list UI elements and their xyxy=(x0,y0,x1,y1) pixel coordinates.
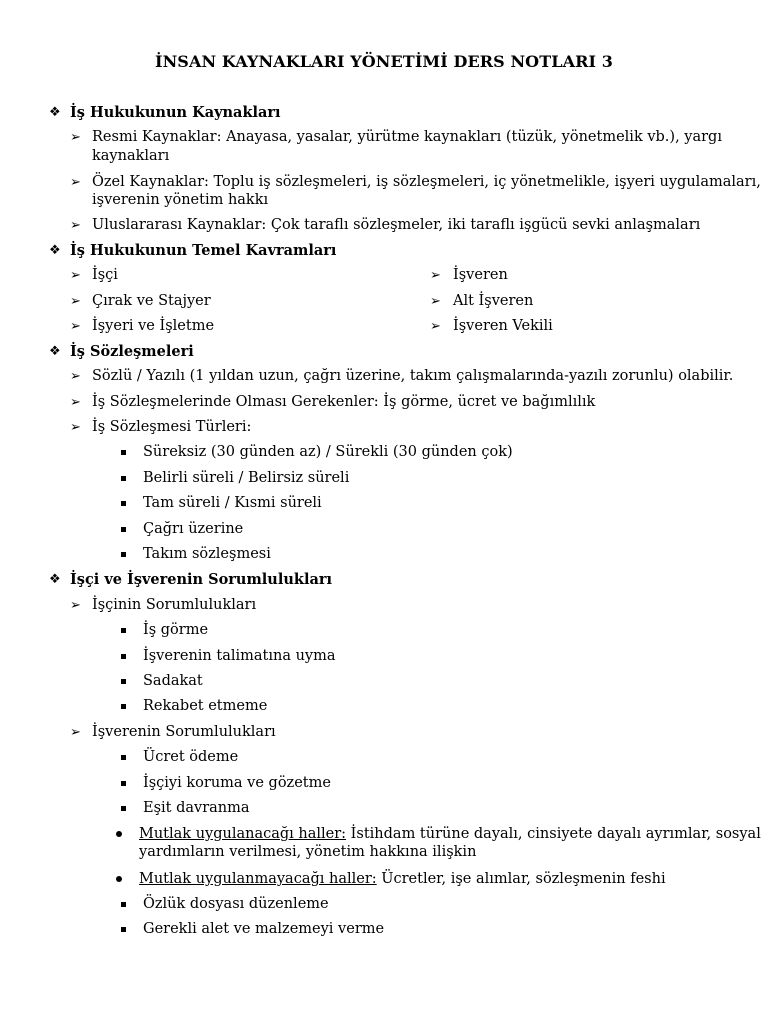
equal-treatment-rule xyxy=(139,825,761,844)
contract-type-item: Belirli süreli / Belirsiz süreli xyxy=(143,470,350,486)
contract-type-item: Takım sözleşmesi xyxy=(143,546,271,562)
list-item-text: Uluslararası Kaynaklar: Çok taraflı sözleşmeler, iki taraflı işgücü sevki anlaşmaları xyxy=(92,217,701,233)
arrow-bullet-icon: ➢ xyxy=(430,319,441,334)
concept-item: İşveren Vekili xyxy=(453,318,553,334)
arrow-bullet-icon: ➢ xyxy=(70,130,81,145)
arrow-bullet-icon: ➢ xyxy=(70,395,81,410)
square-bullet-icon xyxy=(121,545,126,564)
subheading-employer: İşverenin Sorumlulukları xyxy=(92,724,276,740)
square-bullet-icon xyxy=(121,469,126,488)
concept-item: İşçi xyxy=(92,267,118,283)
concept-item: İşyeri ve İşletme xyxy=(92,318,215,334)
square-bullet-icon xyxy=(121,920,126,939)
arrow-bullet-icon: ➢ xyxy=(70,294,81,309)
concept-item: Çırak ve Stajyer xyxy=(92,293,211,309)
square-bullet-icon xyxy=(121,621,126,640)
page-title: İNSAN KAYNAKLARI YÖNETİMİ DERS NOTLARI 3 xyxy=(155,52,613,71)
concept-item: İşveren xyxy=(453,267,508,283)
square-bullet-icon xyxy=(121,494,126,513)
diamond-bullet-icon: ❖ xyxy=(49,243,61,258)
square-bullet-icon xyxy=(121,520,126,539)
diamond-bullet-icon: ❖ xyxy=(49,344,61,359)
arrow-bullet-icon: ➢ xyxy=(430,294,441,309)
arrow-bullet-icon: ➢ xyxy=(70,319,81,334)
section-heading-sources: İş Hukukunun Kaynakları xyxy=(70,104,281,121)
diamond-bullet-icon: ❖ xyxy=(49,572,61,587)
arrow-bullet-icon: ➢ xyxy=(70,369,81,384)
square-bullet-icon xyxy=(121,774,126,793)
contract-type-item: Süreksiz (30 günden az) / Sürekli (30 günden çok) xyxy=(143,444,513,460)
square-bullet-icon xyxy=(121,895,126,914)
worker-duty-item: İş görme xyxy=(143,622,209,638)
list-item-text: İş Sözleşmelerinde Olması Gerekenler: İş görme, ücret ve bağımlılık xyxy=(92,394,596,410)
concept-item: Alt İşveren xyxy=(453,293,534,309)
worker-duty-item: Sadakat xyxy=(143,673,203,689)
arrow-bullet-icon: ➢ xyxy=(430,268,441,283)
section-heading-concepts: İş Hukukunun Temel Kavramları xyxy=(70,242,337,259)
list-item-text: İş Sözleşmesi Türleri: xyxy=(92,419,252,435)
rule-text: İstihdam türüne dayalı, cinsiyete dayalı ayrımlar, sosyal xyxy=(346,826,761,842)
square-bullet-icon xyxy=(121,647,126,666)
section-heading-contracts: İş Sözleşmeleri xyxy=(70,343,194,360)
arrow-bullet-icon: ➢ xyxy=(70,175,81,190)
contract-type-item: Tam süreli / Kısmi süreli xyxy=(143,495,322,511)
worker-duty-item: İşverenin talimatına uyma xyxy=(143,648,336,664)
square-bullet-icon xyxy=(121,672,126,691)
square-bullet-icon xyxy=(121,443,126,462)
arrow-bullet-icon: ➢ xyxy=(70,218,81,233)
employer-duty-item: Ücret ödeme xyxy=(143,749,239,765)
rule-label: Mutlak uygulanacağı haller: xyxy=(139,826,347,842)
arrow-bullet-icon: ➢ xyxy=(70,268,81,283)
list-item-text: kaynakları xyxy=(92,148,170,164)
square-bullet-icon xyxy=(121,697,126,716)
square-bullet-icon xyxy=(121,799,126,818)
subheading-worker: İşçinin Sorumlulukları xyxy=(92,597,257,613)
list-item-text: işverenin yönetim hakkı xyxy=(92,192,269,208)
rule-label: Mutlak uygulanmayacağı haller: xyxy=(139,871,377,887)
employer-duty-item: Gerekli alet ve malzemeyi verme xyxy=(143,921,385,937)
equal-treatment-rule xyxy=(139,870,666,889)
contract-type-item: Çağrı üzerine xyxy=(143,521,244,537)
arrow-bullet-icon: ➢ xyxy=(70,598,81,613)
round-bullet-icon xyxy=(116,870,122,889)
list-item-text: Sözlü / Yazılı (1 yıldan uzun, çağrı üzerine, takım çalışmalarında-yazılı zorunlu) olabilir. xyxy=(92,368,734,384)
list-item-text: Resmi Kaynaklar: Anayasa, yasalar, yürütme kaynakları (tüzük, yönetmelik vb.), yargı xyxy=(92,129,722,145)
rule-text: Ücretler, işe alımlar, sözleşmenin feshi xyxy=(376,871,666,887)
arrow-bullet-icon: ➢ xyxy=(70,420,81,435)
employer-duty-item: Özlük dosyası düzenleme xyxy=(143,896,329,912)
arrow-bullet-icon: ➢ xyxy=(70,725,81,740)
round-bullet-icon xyxy=(116,825,122,844)
employer-duty-item: İşçiyi koruma ve gözetme xyxy=(143,775,331,791)
diamond-bullet-icon: ❖ xyxy=(49,105,61,120)
square-bullet-icon xyxy=(121,748,126,767)
section-heading-responsibilities: İşçi ve İşverenin Sorumlulukları xyxy=(70,571,332,588)
rule-text: yardımların verilmesi, yönetim hakkına ilişkin xyxy=(139,844,477,860)
worker-duty-item: Rekabet etmeme xyxy=(143,698,268,714)
list-item-text: Özel Kaynaklar: Toplu iş sözleşmeleri, iş sözleşmeleri, iç yönetmelikle, işyeri uygulamaları, xyxy=(92,174,761,190)
employer-duty-item: Eşit davranma xyxy=(143,800,250,816)
